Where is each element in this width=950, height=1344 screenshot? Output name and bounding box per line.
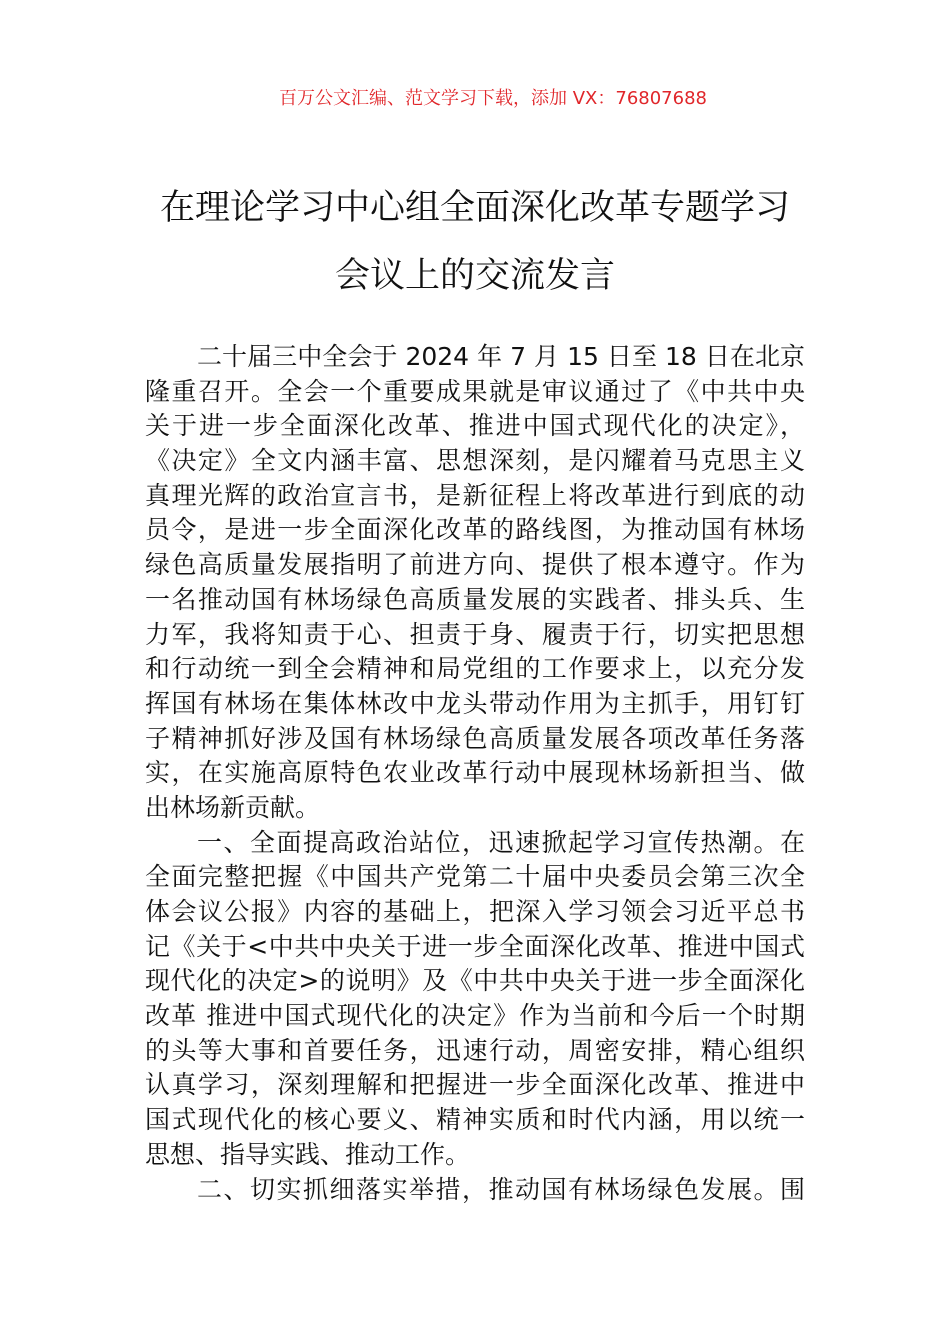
paragraph-line: 绿色高质量发展指明了前进方向、提供了根本遵守。作为: [145, 550, 805, 580]
paragraph-line: 《决定》全文内涵丰富、思想深刻，是闪耀着马克思主义: [145, 446, 805, 476]
paragraph-line: 真理光辉的政治宣言书，是新征程上将改革进行到底的动: [145, 480, 805, 510]
document-body: [145, 340, 805, 1207]
paragraph-line: 记《关于<中共中央关于进一步全面深化改革、推进中国式: [145, 931, 805, 961]
paragraph-line: 员令，是进一步全面深化改革的路线图，为推动国有林场: [145, 515, 805, 545]
document-title-line-2: 会议上的交流发言: [334, 256, 615, 296]
paragraph-line: 和行动统一到全会精神和局党组的工作要求上，以充分发: [145, 654, 805, 684]
paragraph-line: 关于进一步全面深化改革、推进中国式现代化的决定》，: [145, 411, 805, 441]
paragraph: [145, 826, 805, 1173]
paragraph-line: 的头等大事和首要任务，迅速行动，周密安排，精心组织: [145, 1035, 805, 1065]
paragraph-line: 国式现代化的核心要义、精神实质和时代内涵，用以统一: [145, 1105, 805, 1135]
paragraph-line: 改革 推进中国式现代化的决定》作为当前和今后一个时期: [145, 1001, 805, 1031]
paragraph-line: 二、切实抓细落实举措，推动国有林场绿色发展。围: [197, 1174, 805, 1204]
paragraph-line: 一、全面提高政治站位，迅速掀起学习宣传热潮。在: [197, 827, 805, 857]
paragraph: [145, 340, 805, 826]
paragraph-line: 一名推动国有林场绿色高质量发展的实践者、排头兵、生: [145, 584, 805, 614]
paragraph-line: 出林场新贡献。: [145, 792, 321, 822]
paragraph-line: 全面完整把握《中国共产党第二十届中央委员会第三次全: [145, 862, 805, 892]
paragraph-line: 体会议公报》内容的基础上，把深入学习领会习近平总书: [145, 897, 805, 926]
paragraph-line: 思想、指导实践、推动工作。: [145, 1139, 471, 1169]
paragraph: [145, 1173, 805, 1208]
paragraph-line: 隆重召开。全会一个重要成果就是审议通过了《中共中央: [145, 376, 805, 406]
paragraph-line: 子精神抓好涉及国有林场绿色高质量发展各项改革任务落: [145, 723, 805, 753]
paragraph-line: 现代化的决定>的说明》及《中共中央关于进一步全面深化: [145, 966, 805, 996]
download-watermark-note: 百万公文汇编、范文学习下载，添加 VX：76807688: [279, 88, 707, 109]
paragraph-line: 力军，我将知责于心、担责于身、履责于行，切实把思想: [145, 619, 805, 649]
paragraph-line: 实，在实施高原特色农业改革行动中展现林场新担当、做: [145, 758, 805, 788]
document-title-line-1: 在理论学习中心组全面深化改革专题学习: [159, 188, 790, 228]
paragraph-line: 认真学习，深刻理解和把握进一步全面深化改革、推进中: [145, 1070, 805, 1100]
paragraph-line: 二十届三中全会于 2024 年 7 月 15 日至 18 日在北京: [197, 342, 805, 371]
paragraph-line: 挥国有林场在集体林改中龙头带动作用为主抓手，用钉钉: [145, 688, 805, 718]
